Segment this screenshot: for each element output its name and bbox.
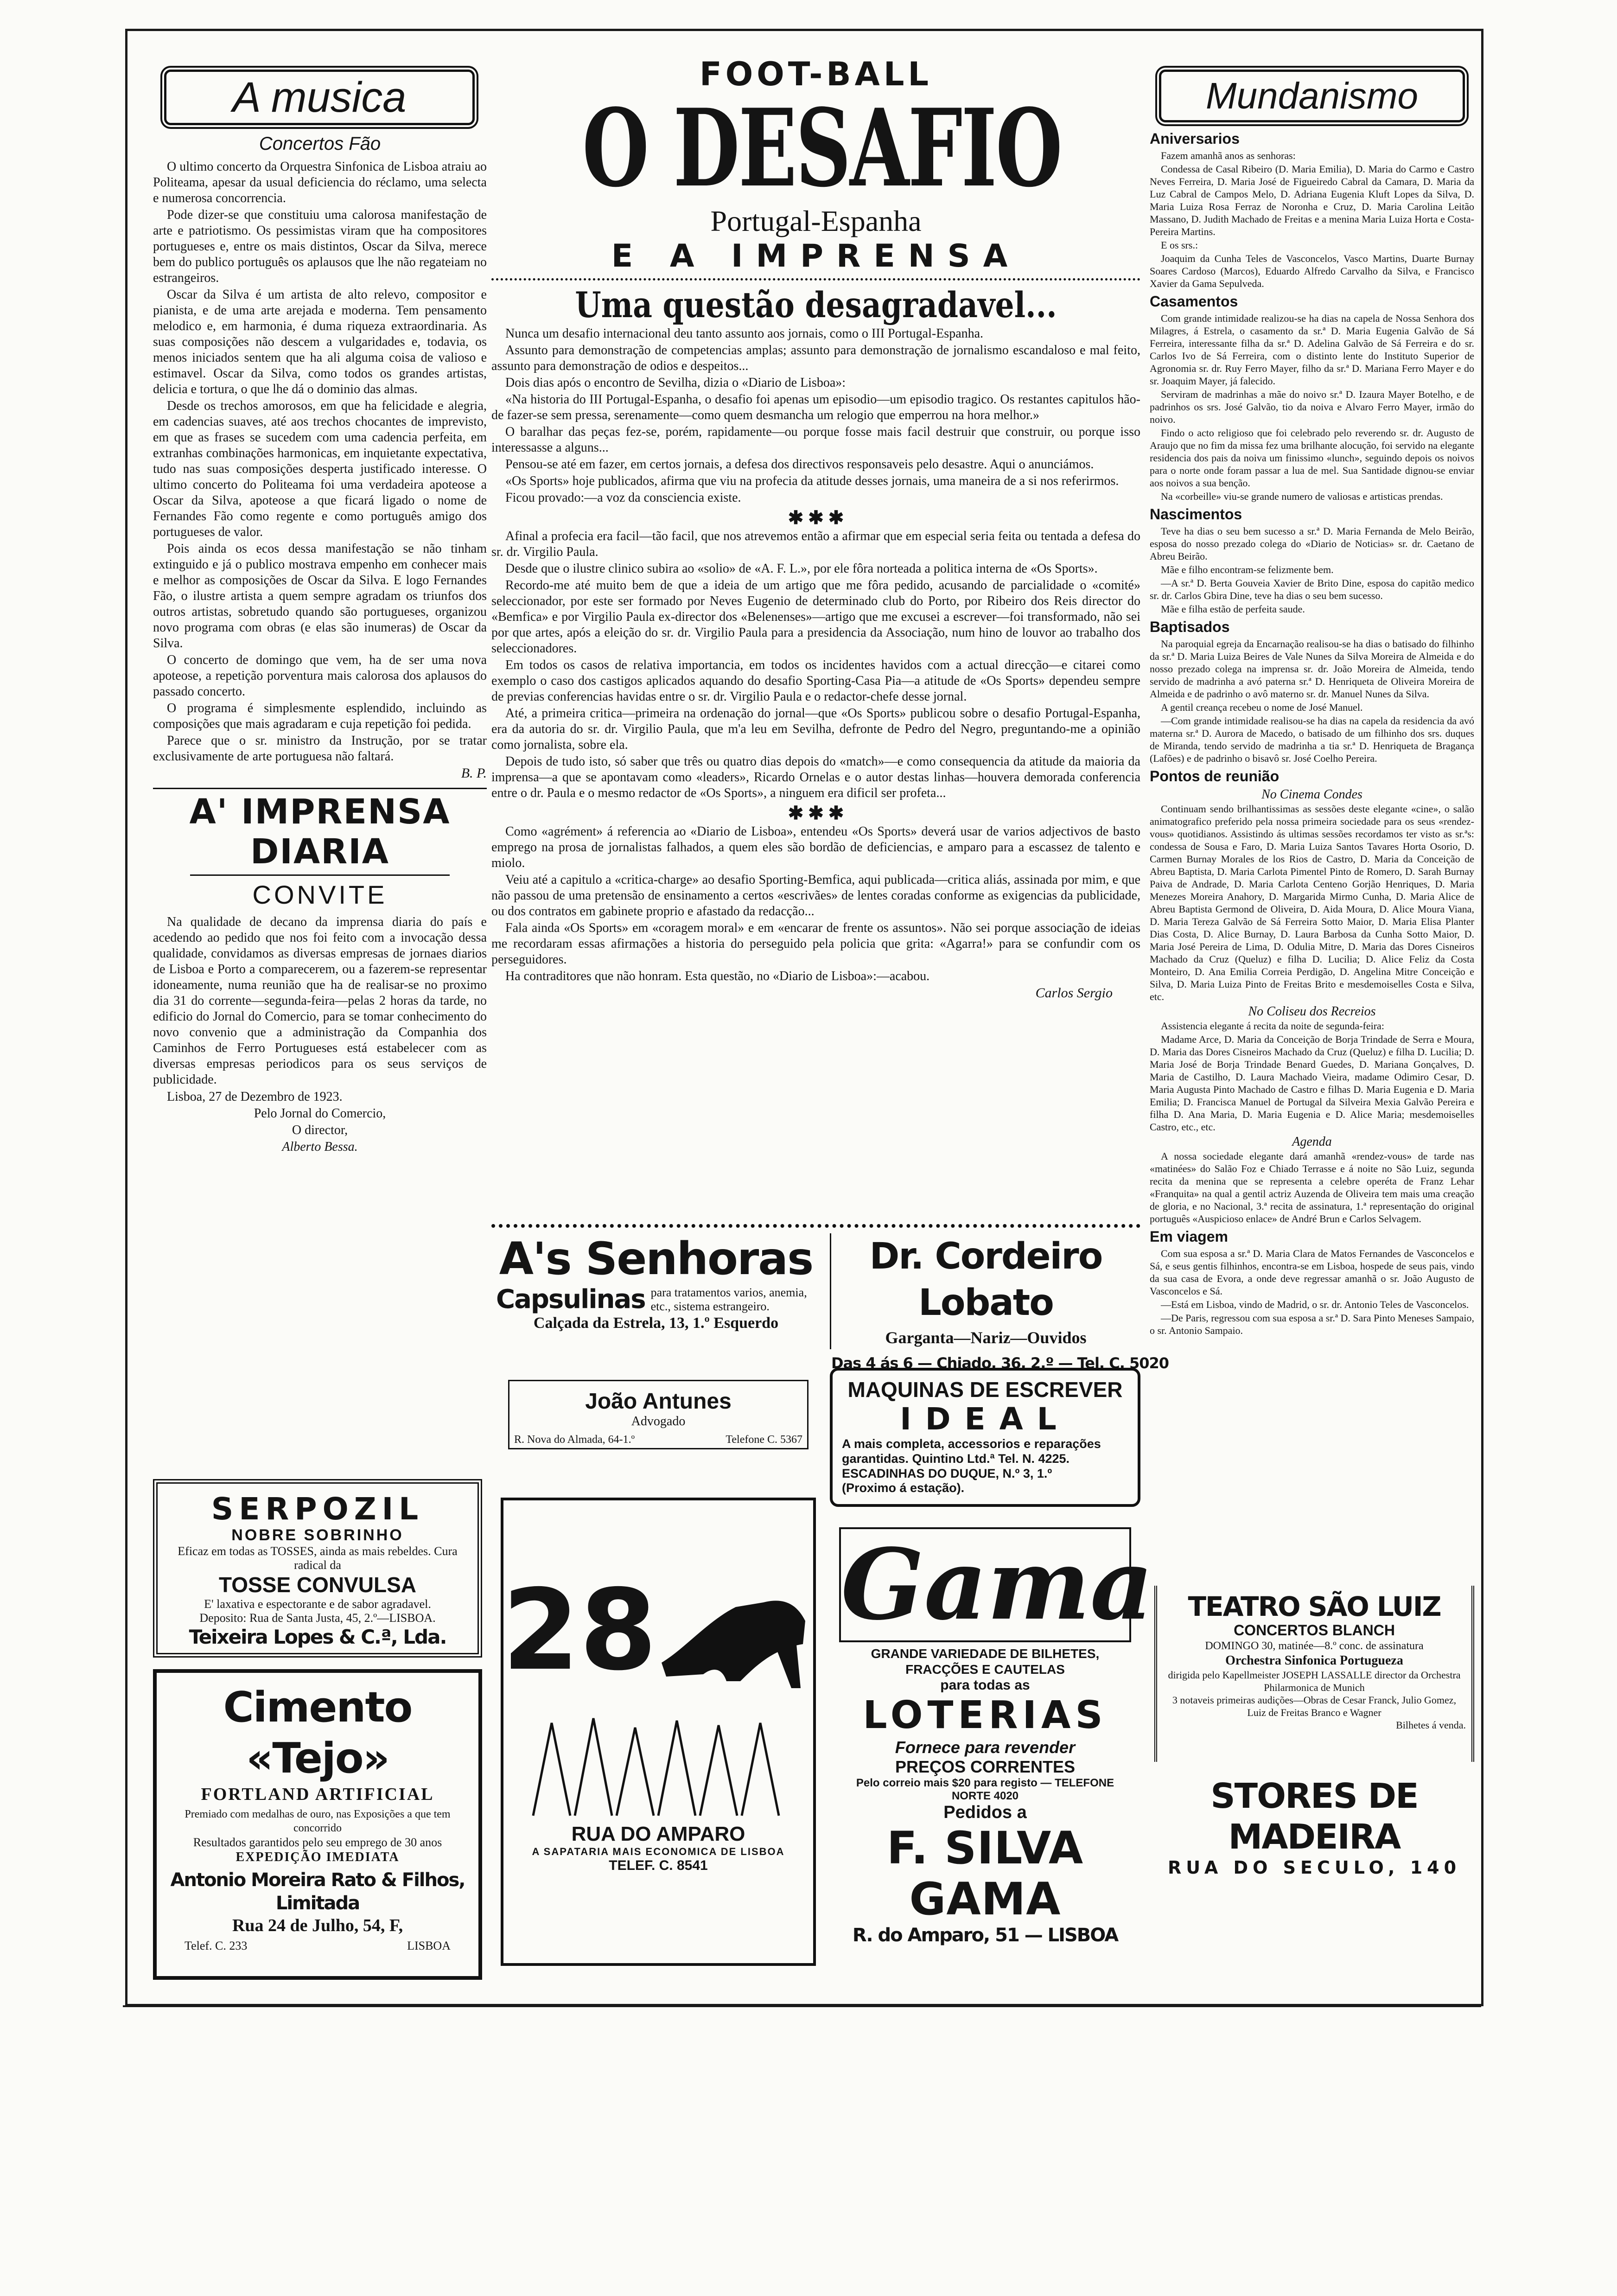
paragraph: Mãe e filha estão de perfeita saude.	[1161, 603, 1305, 615]
divider	[153, 788, 487, 789]
paragraph: Ha contraditores que não honram. Esta questão, no «Diario de Lisboa»:—acabou.	[505, 969, 930, 983]
shoe-icon	[657, 1570, 815, 1690]
gama-ad	[830, 1521, 1153, 1966]
teatro-l4: 3 notaveis primeiras audições—Obras de Cesar Franck, Julio Gomez, Luiz de Freitas Branco e Wagner	[1172, 1694, 1457, 1718]
paragraph: O baralhar das peças fez-se, porém, rapidamente—ou porque fosse mais facil destruir que construir, ou porque isso interessasse a alguns...	[491, 425, 1140, 455]
teatro-sub: CONCERTOS BLANCH	[1234, 1622, 1395, 1639]
paragraph: —Está em Lisboa, vindo de Madrid, o sr. dr. Antonio Teles de Vasconcelos.	[1161, 1299, 1469, 1310]
paragraph: E os srs.:	[1161, 239, 1198, 251]
section-heading: Pontos de reunião	[1150, 768, 1280, 784]
paragraph: A gentil creança recebeu o nome de José Manuel.	[1161, 702, 1363, 713]
senhoras-ad	[496, 1233, 816, 1349]
cimento-l1: Premiado com medalhas de ouro, nas Exposições a que tem concorrido	[185, 1808, 451, 1834]
senhoras-text: para tratamentos varios, anemia, etc., sistema estrangeiro.	[650, 1285, 807, 1313]
paragraph: Na paroquial egreja da Encarnação realisou-se ha dias o batisado do filhinho da sr.ª D. Maria Luiza Beires de Vale Nunes da Silva Moreira de Almeida e do nosso prezado colega na imprensa sr. dr. João Moreira de Almeida, tendo servido de madrinha a avó paterna sr.ª D. Henriqueta de Oliveira Moreira de Almeida e de padrinho o avô materno sr. dr. Manuel Nunes da Silva.	[1150, 638, 1474, 700]
paragraph: Pensou-se até em fazer, em certos jornais, a defesa dos directivos responsaveis pelo desastre. Aqui o anunciámos.	[505, 457, 1094, 472]
maquinas-ideal-ad	[830, 1368, 1140, 1507]
stores-madeira-ad	[1154, 1771, 1474, 1878]
section-heading: Baptisados	[1150, 619, 1230, 635]
shoe-street: RUA DO AMPARO	[571, 1823, 745, 1845]
music-signature: B. P.	[461, 765, 487, 781]
paragraph: O programa é simplesmente esplendido, incluindo as composições que mais agradaram e cuja repetição foi pedida.	[153, 701, 487, 731]
paragraph: Com sua esposa a sr.ª D. Maria Clara de Matos Fernandes de Vasconcelos e Sá, e seus gentis filhinhos, encontra-se em Lisboa, hospede de seus pais, vindo da sua casa de Evora, a onde deve regressar amanhã o sr. João Augusto de Vasconcelos e Sá.	[1150, 1248, 1474, 1297]
senhoras-caps: Capsulinas	[496, 1284, 645, 1314]
paragraph: Continuam sendo brilhantissimas as sessões deste elegante «cine», o salão animatografico preferido pela nossa primeira sociedade para os seus «rendez-vous» quotidianos. Assistindo ás ultimas sessões recordamos ter visto as sr.ªs: condessa de Sousa e Faro, D. Maria Luiza Santos Tavares Horta Osorio, D. Carmen Burnay Morales de los Rios de Castro, D. Maria da Conceição de Abreu Baptista, D. Maria Carlota Pimentel Pinto de Romero, D. Sarah Burnay Paiva de Andrade, D. Maria Carlota Centeno Gorjão Henriques, D. Maria Menezes Moreira Anahory, D. Margarida Mirmo Cunha, D. Maria Alice de Abreu Baptista Germond de Oliveira, D. Aida Moura, D. Alice Moura Viana, D. Maria Tereza Galvão de Sá Ferreira Sotto Maior, D. Maria Elisa Planter Dias Costa, D. Alice Burnay, D. Laura Barbosa da Cunha Sotto Maior, D. Maria José Pereira de Lima, D. Odulia Mitre, D. Maria das Dores Cisneiros Machado da Cruz (Queluz) e filha D. Lucilia; D. Alice Feliz da Costa Monteiro, D. Ana Emilia Correia Perdigão, D. Angelina Mitre Conceição e Silva, D. Maria Luiza Pinto de Freitas Brito e mesdemoiselles Costa e Silva, etc.	[1150, 803, 1474, 1002]
cimento-tel: Telef. C. 233	[185, 1939, 248, 1952]
subsection-heading: No Cinema Condes	[1261, 787, 1362, 802]
paragraph: Fala ainda «Os Sports» em «coragem moral» e em «encarar de frente os assuntos». Não sei porque associação de ideias me recordaram essas afirmações a historia do perseguido pela policia que grita: «Agarra!» para se confundir com os perseguidores.	[491, 921, 1140, 967]
paragraph: Ficou provado:—a voz da consciencia existe.	[505, 491, 741, 505]
section-heading: Aniversarios	[1150, 130, 1240, 147]
convite-date: Lisboa, 27 de Dezembro de 1923.	[167, 1090, 343, 1104]
paragraph: Afinal a profecia era facil—tão facil, que nos atrevemos então a afirmar que em especial seria feita ou tentada a defesa do sr. dr. Virgilio Paula.	[491, 529, 1140, 559]
gama-big: LOTERIAS	[863, 1693, 1108, 1737]
paragraph: Assistencia elegante á recita da noite de segunda-feira:	[1161, 1020, 1384, 1032]
center-column	[491, 56, 1140, 1215]
senhoras-addr: Calçada da Estrela, 13, 1.º Esquerdo	[533, 1314, 779, 1332]
gama-l2: para todas as	[940, 1677, 1030, 1693]
convite-sig1: Pelo Jornal do Comercio,	[254, 1106, 386, 1121]
cordeiro-title: Dr. Cordeiro Lobato	[869, 1236, 1102, 1324]
serpozil-company: Teixeira Lopes & C.ª, Lda.	[189, 1626, 446, 1648]
cimento-name: Cimento «Tejo»	[223, 1683, 412, 1783]
paragraph: Nunca um desafio internacional deu tanto assunto aos jornais, como o III Portugal-Espanha.	[505, 326, 984, 341]
paragraph: Na «corbeille» viu-se grande numero de valiosas e artisticas prendas.	[1161, 491, 1443, 502]
paragraph: —Com grande intimidade realisou-se ha dias na capela da residencia da avó materna sr.ª D. Aurora de Macedo, o batisado de um filhinho dos srs. duques de Miranda, tendo servido de madrinha a tia sr.ª D. Henriqueta de Bragança (Lafões) e de padrinho o bisavô sr. José Coelho Pereira.	[1150, 715, 1474, 764]
deck: Uma questão desagradavel...	[575, 284, 1057, 325]
serpozil-line2: E' laxativa e espectorante e de sabor agradavel.	[204, 1597, 431, 1611]
paragraph: Recordo-me até muito bem de que a ideia de um artigo que me fôra pedido, acusando de parcialidade o «comité» seleccionador, por este ser formado por Neves Eugenio de determinado club do Porto, por Ribeiro dos Reis director do «Bemfica» e por Virgilio Paula ex-director dos «Belenenses»—artigo que me excusei a escrever—foi transformado, não sei por que artes, após a eleição do sr. dr. Virgilio Paula para a presidencia da Associação, num hino de louvor ao trabalho dos seleccionadores.	[491, 578, 1140, 656]
section-stars: ✱ ✱ ✱	[788, 507, 844, 528]
maquinas-brand: IDEAL	[900, 1401, 1070, 1437]
serpozil-line3: Deposito: Rua de Santa Justa, 45, 2.º—LISBOA.	[199, 1611, 436, 1625]
paragraph: Findo o acto religioso que foi celebrado pelo reverendo sr. dr. Augusto de Araujo que no fim da missa fez uma brilhante alocução, foi servido na elegante residencia dos pais da noiva um finissimo «lunch», seguindo depois os noivos para o norte onde foram passar a lua de mel. Sua Santidade dignou-se enviar aos noivos a sua benção.	[1150, 427, 1474, 489]
senhoras-title: A's Senhoras	[499, 1233, 813, 1285]
teatro-l3: dirigida pelo Kapellmeister JOSEPH LASSALLE director da Orchestra Philarmonica de Munich	[1168, 1669, 1461, 1693]
cordeiro-ad	[830, 1233, 1169, 1372]
paragraph: Fazem amanhã anos as senhoras:	[1161, 150, 1296, 161]
cimento-tejo-ad	[153, 1669, 482, 1980]
gama-l4: PREÇOS CORRENTES	[895, 1757, 1076, 1776]
article-part-2	[491, 529, 1140, 801]
maquinas-l1: A mais completa, accessorios e reparações garantidas. Quintino Ltd.ª Tel. N. 4225. ESCADINHAS DO DUQUE, N.º 3, 1.º	[842, 1437, 1101, 1480]
convite-text: Na qualidade de decano da imprensa diaria do país e acedendo ao pedido que nos foi feito com a invocação dessa qualidade, convidamos as diversas empresas de jornaes diarios de Lisboa e Porto a comparecerem, ou a fazerem-se representar idoneamente, numa reunião que ha de realisar-se no proximo dia 31 do corrente—segunda-feira—pelas 2 horas da tarde, no edificio do Jornal do Comercio, para se tomar conhecimento do novo convenio que a administração da Companhia dos Caminhos de Ferro Portugueses está estabelecer com as diversas empresas periodicos para os seus serviços de publicidade.	[153, 915, 487, 1087]
paragraph: Joaquim da Cunha Teles de Vasconcelos, Vasco Martins, Duarte Burnay Soares Cardoso (Marcos), Eduardo Alfredo Carvalho da Silva, e Francisco Xavier da Gama Sepulveda.	[1150, 253, 1474, 289]
paragraph: Dois dias após o encontro de Sevilha, dizia o «Diario de Lisboa»:	[505, 376, 846, 390]
paragraph: Parece que o sr. ministro da Instrução, por se tratar exclusivamente de arte portuguesa não faltará.	[153, 733, 487, 764]
paragraph: A nossa sociedade elegante dará amanhã «rendez-vous» de tarde nas «matinées» do Salão Foz e Chiado Terrasse e á noite no São Luiz, segunda recita da menina que se representa a celebre operéta de Franz Lehar «Franquita» na qual a gentil actriz Auzenda de Oliveira tem mais uma creação de gloria, e no Nacional, 3.ª recita de assinatura, 1.ª representação do original português «Auspicioso enlace» de André Brun e Carlos Selvagem.	[1150, 1150, 1474, 1225]
teatro-l1: DOMINGO 30, matinée—8.º conc. de assinatura	[1205, 1640, 1424, 1652]
gama-name: F. SILVA GAMA	[886, 1822, 1084, 1925]
section-title-mundanismo: Mundanismo	[1159, 70, 1465, 122]
paragraph: Pois ainda os ecos dessa manifestação se não tinham extinguido e já o publico mostrava empenho em conhecer mais e melhor as composições de Oscar da Silva. E logo Fernandes Fão, o ilustre artista a quem sempre agradam os triunfos dos outros artistas, sobretudo quando são portugueses, organizou novo programa com obras (e elas são inumeras) de Oscar da Silva.	[153, 542, 487, 651]
maquinas-l2: (Proximo á estação).	[842, 1481, 965, 1495]
paragraph: Com grande intimidade realizou-se ha dias na capela de Nossa Senhora dos Milagres, á Estrela, o casamento da sr.ª D. Maria Eugenia Galvão de Sá Ferreira, interessante filha da sr.ª D. Adelina Galvão de Sá Ferreira e do sr. Carlos Ivo de Sá Ferreira, com o distinto lente do Instituto Superior de Agronomia sr. dr. Ruy Ferro Mayer, filho da sr.ª D. Mariana Ferro Mayer e do sr. Joaquim Mayer, já falecido.	[1150, 313, 1474, 387]
ads-rule	[491, 1224, 1140, 1228]
paragraph: Serviram de madrinhas a mãe do noivo sr.ª D. Izaura Mayer Botelho, e de padrinhos os srs. José Galvão, tio da noiva e Alvaro Ferro Mayer, irmão do noivo.	[1150, 389, 1474, 425]
paragraph: Desde os trechos amorosos, em que ha felicidade e alegria, em cadencias suaves, até aos trechos chocantes de imprevisto, em que as frases se sucedem com uma cadencia perfeita, em extranhas combinações harmonicas, em inquietante expectativa, tudo nas suas composições desperta justificado interesse. O ultimo concerto do Politeama foi uma verdadeira apoteose a Oscar da Silva, apoteose a que ficará ligado o nome de Fernandes Fão como regente e como português amigo dos portugueses de valor.	[153, 399, 487, 539]
teatro-title: TEATRO SÃO LUIZ	[1188, 1591, 1441, 1622]
shoe-tel: TELEF. C. 8541	[609, 1858, 708, 1873]
paragraph: Condessa de Casal Ribeiro (D. Maria Emilia), D. Maria do Carmo e Castro Neves Ferreira, D. Maria José de Figueiredo Cabral da Camara, D. Maria da Luz Cabral de Campos Melo, D. Adriana Eugenia Kluft Lopes da Silva, D. Maria Luiza Rosa Ferraz de Noronha e Cruz, D. Maria Carolina Leitão Massano, D. Judith Machado de Freitas e a menina Maria Luiza Horta e Costa-Pereira Martins.	[1150, 163, 1474, 237]
paragraph: Madame Arce, D. Maria da Conceição de Borja Trindade de Serra e Moura, D. Maria das Dores Cisneiros Machado da Cruz (Queluz) e filha D. Lucilia; D. Maria José de Borja Trindade Benard Guedes, D. Mariana Gonçalves, D. Maria de Castilho, D. Laura Machado Vieira, madame Odimiro Cesar, D. Maria Augusta Pinto Machado de Castro e filhas D. Maria Eugenia e D. Maria Emilia; D. Francisca Manuel de Portugal da Silveira Mexia Galvão Pereira e filha D. Ana Maria, D. Maria Eugenia e D. Alice Maria; mesdemoiselles Castro, etc., etc.	[1150, 1033, 1474, 1133]
cimento-l5: Rua 24 de Julho, 54, F,	[232, 1916, 403, 1935]
subsection-heading: No Coliseu dos Recreios	[1248, 1004, 1376, 1019]
convite-sig2: O director,	[292, 1123, 348, 1137]
convite-title: CONVITE	[252, 880, 388, 909]
paragraph: «Na historia do III Portugal-Espanha, o desafio foi apenas um episodio—um episodio tragico. Os restantes capitulos hão-de fazer-se sem pressa, serenamente—como quem desmancha um relogio que emperrou na hora melhor.»	[491, 392, 1140, 422]
section-heading: Nascimentos	[1150, 506, 1242, 523]
section-title-musica: A musica	[164, 70, 475, 125]
shoe-l1: A SAPATARIA MAIS ECONOMICA DE LISBOA	[532, 1846, 785, 1857]
paragraph: Assunto para demonstração de competencias amplas; assunto para demonstração de jornalismo escandaloso e mal feito, assunto para demonstração de odios e despeitos...	[491, 343, 1140, 373]
cordeiro-addr: Das 4 ás 6 — Chiado, 36, 2.º — Tel. C. 5020	[831, 1354, 1169, 1372]
paragraph: Veiu até a capitulo a «critica-charge» ao desafio Sporting-Bemfica, aqui publicada—critica aliás, assinada por mim, e que não passou de uma pretensão de ensinamento a certos «escrivães» de lentes coradas conforme as exigencias da publicidade, ou dos contratos em gabinete proprio e afastado da redacção...	[491, 873, 1140, 918]
maquinas-title: MAQUINAS DE ESCREVER	[847, 1378, 1123, 1402]
serpozil-ad	[153, 1479, 482, 1658]
sapataria-ad	[501, 1498, 816, 1966]
cimento-sub: FORTLAND ARTIFICIAL	[201, 1785, 434, 1804]
paragraph: Oscar da Silva é um artista de alto relevo, compositor e pianista, e de uma arte arejada e moderna. Tem pensamento melodico e, em harmonia, é duma riqueza extraordinaria. As suas composições não descem a vulgaridades e, todavia, os menos iniciados sentem que ha ali alguma coisa de valioso e estimavel. Oscar da Silva, como todos os grandes artistas, delicia e tortura, o que lhe dá o dominio das almas.	[153, 287, 487, 396]
kicker-football: FOOT-BALL	[699, 55, 933, 93]
teatro-sao-luiz-ad	[1154, 1586, 1474, 1762]
paragraph: «Os Sports» hoje publicados, afirma que viu na profecia da atitude desses jornais, uma maneira de a si nos referirmos.	[505, 474, 1119, 488]
article-signature: Carlos Sergio	[1035, 985, 1113, 1001]
antunes-addr: R. Nova do Almada, 64-1.º	[514, 1434, 635, 1446]
gama-l5: Pelo correio mais $20 para registo — TELEFONE NORTE 4020	[856, 1777, 1114, 1802]
section-heading: Casamentos	[1150, 293, 1238, 310]
dotted-rule	[491, 278, 1140, 281]
subsection-heading: Agenda	[1292, 1135, 1332, 1149]
right-column	[1150, 60, 1474, 1576]
gama-addr: R. do Amparo, 51 — LISBOA	[852, 1925, 1118, 1946]
serpozil-line1: Eficaz em todas as TOSSES, ainda as mais rebeldes. Cura radical da	[178, 1544, 458, 1572]
cimento-city: LISBOA	[407, 1939, 451, 1952]
serpozil-name: SERPOZIL	[211, 1491, 424, 1527]
gama-l3: Fornece para revender	[895, 1738, 1076, 1757]
stores-title: STORES DE MADEIRA	[1210, 1776, 1418, 1857]
antunes-role: Advogado	[631, 1414, 686, 1429]
paragraph: O concerto de domingo que vem, ha de ser uma nova apoteose, a repetição porventura mais calorosa dos aplausos do passado concerto.	[153, 653, 487, 699]
serpozil-sub: NOBRE SOBRINHO	[231, 1526, 404, 1544]
stores-addr: RUA DO SECULO, 140	[1167, 1857, 1461, 1878]
shoe-number: 28	[502, 1565, 657, 1695]
divider	[190, 874, 450, 876]
cordeiro-sub: Garganta—Nariz—Ouvidos	[885, 1328, 1087, 1347]
teatro-l2: Orchestra Sinfonica Portugueza	[1225, 1653, 1403, 1668]
teatro-l5: Bilhetes á venda.	[1396, 1719, 1466, 1731]
subheadline-1: Portugal-Espanha	[710, 204, 922, 237]
subheadline-2: E A IMPRENSA	[611, 238, 1021, 274]
article-part-3	[491, 824, 1140, 984]
cimento-l3: EXPEDIÇÃO IMEDIATA	[236, 1850, 400, 1864]
convite-sig3: Alberto Bessa.	[282, 1140, 358, 1154]
music-article-body	[153, 159, 487, 765]
paragraph: Teve ha dias o seu bem sucesso a sr.ª D. Maria Fernanda de Melo Beirão, esposa do nosso prezado colega do «Diario de Noticias» sr. dr. Caetano de Abreu Beirão.	[1150, 525, 1474, 562]
cimento-l2: Resultados garantidos pelo seu emprego de 30 anos	[193, 1836, 442, 1849]
gama-l1: GRANDE VARIEDADE DE BILHETES, FRACÇÕES E CAUTELAS	[871, 1646, 1100, 1677]
antunes-name: João Antunes	[585, 1389, 732, 1414]
antunes-tel: Telefone C. 5367	[726, 1434, 802, 1446]
paragraph: Mãe e filho encontram-se felizmente bem.	[1161, 564, 1334, 575]
antunes-ad	[501, 1372, 816, 1465]
article-title: Concertos Fão	[259, 134, 381, 154]
article-part-1	[491, 326, 1140, 506]
section-heading: Em viagem	[1150, 1228, 1228, 1245]
bottom-rule	[123, 2005, 1481, 2007]
crowd-illustration	[515, 1704, 802, 1820]
imprensa-diaria-title: A' IMPRENSA DIARIA	[189, 792, 451, 872]
section-stars: ✱ ✱ ✱	[788, 803, 844, 823]
serpozil-big: TOSSE CONVULSA	[219, 1573, 416, 1597]
paragraph: —A sr.ª D. Berta Gouveia Xavier de Brito Dine, esposa do capitão medico sr. dr. Carlos Gbira Dine, teve ha dias o seu bem sucesso.	[1150, 577, 1474, 601]
society-news	[1150, 130, 1474, 1337]
gama-logo: Gama	[839, 1527, 1131, 1642]
paragraph: Em todos os casos de relativa importancia, em todos os incidentes havidos com a actual direcção—e citarei como exemplo o caso dos castigos aplicados aquando do desafio Sporting-Casa Pia—a atitude de «Os Sports» dependeu sempre de previas conferencias havidas entre o sr. dr. Virgilio Paula e o redactor-chefe desse jornal.	[491, 658, 1140, 704]
paragraph: Desde que o ilustre clinico subira ao «solio» de «A. F. L.», por ele fôra norteada a politica interna de «Os Sports».	[505, 561, 1098, 576]
paragraph: Depois de tudo isto, só saber que três ou quatro dias depois do «match»—e como consequencia da atitude da maioria da imprensa—a que se apontavam como «leaders», Ricardo Ornelas e o autor destas linhas—houvera demorada conferencia entre o dr. Paula e o mesmo redactor de «Os Sports», a ninguem era dificil ser profeta...	[491, 754, 1140, 800]
paragraph: Até, a primeira critica—primeira na ordenação do jornal—que «Os Sports» publicou sobre o desafio Portugal-Espanha, era da autoria do sr. dr. Virgilio Paula, que m'a leu em Sevilha, defronte de Pedro del Negro, preguntando-me a opinião como jornalista, sobre ela.	[491, 706, 1140, 752]
paragraph: —De Paris, regressou com sua esposa a sr.ª D. Sara Pinto Meneses Sampaio, o sr. Antonio Sampaio.	[1150, 1312, 1474, 1336]
cimento-l4: Antonio Moreira Rato & Filhos, Limitada	[170, 1869, 465, 1914]
gama-l6: Pedidos a	[943, 1803, 1027, 1822]
paragraph: O ultimo concerto da Orquestra Sinfonica de Lisboa atraiu ao Politeama, apesar da usual deficiencia do réclamo, uma selecta e numerosa concorrencia.	[153, 159, 487, 205]
headline: O DESAFIO	[582, 86, 1062, 211]
paragraph: Pode dizer-se que constituiu uma calorosa manifestação de arte e patriotismo. Os pessimistas viram que ha compositores portugueses e, entre os mais distintos, Oscar da Silva, merece bem do publico português os aplausos que lhe não regateiam no estrangeiros.	[153, 208, 487, 285]
paragraph: Como «agrément» á referencia ao «Diario de Lisboa», entendeu «Os Sports» deverá usar de varios adjectivos de basto emprego na prosa de jornalistas falhados, a quem eles são bordão de deficiencias, e amparo para a escassez de talento e miolo.	[491, 824, 1140, 870]
